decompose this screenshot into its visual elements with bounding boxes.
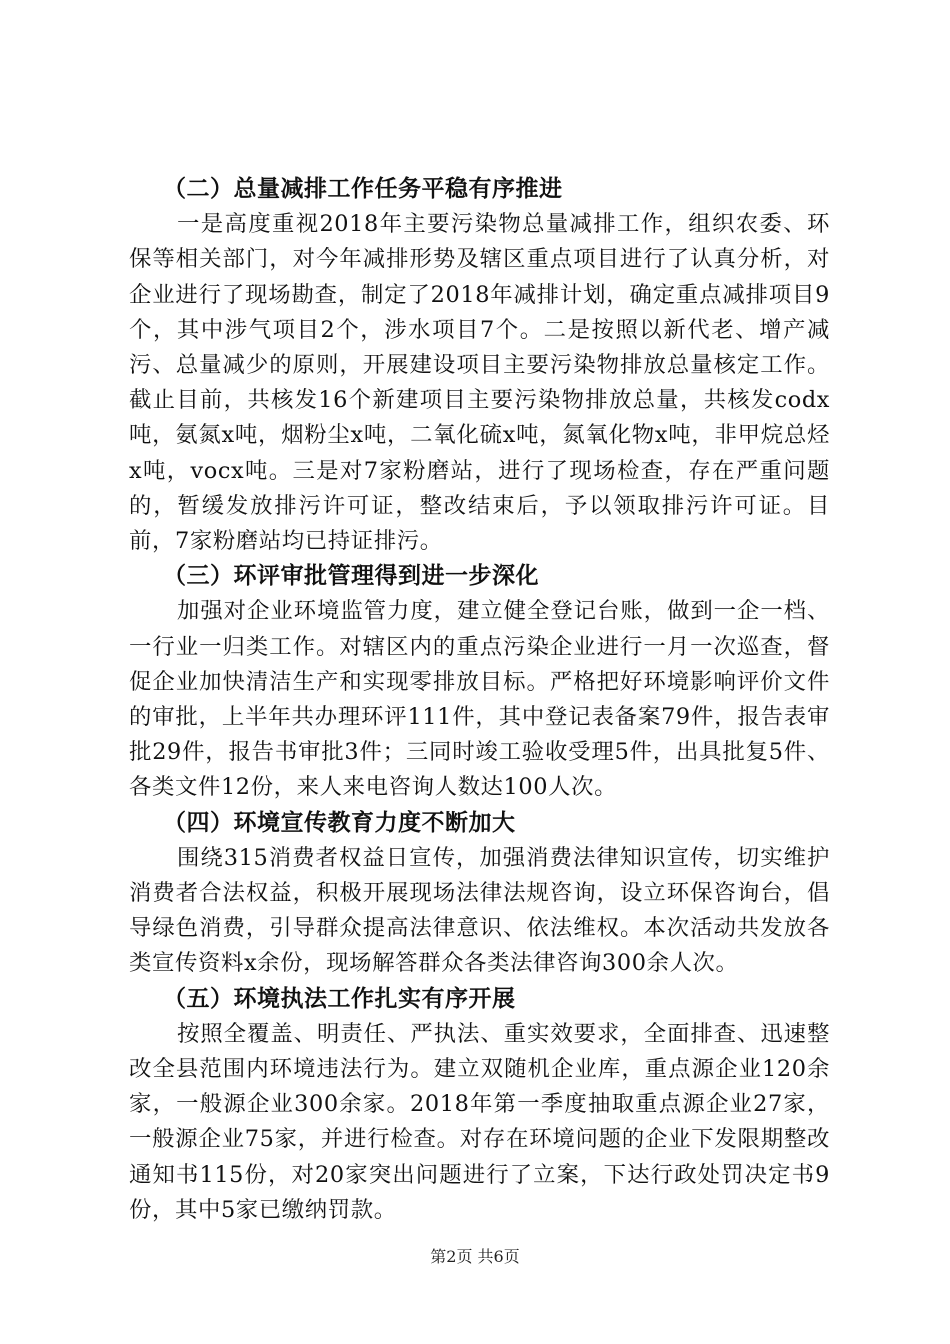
section-body-4: 围绕315消费者权益日宣传，加强消费法律知识宣传，切实维护消费者合法权益，积极开展现场法律法规咨询，设立环保咨询台，倡导绿色消费，引导群众提高法律意识、依法维权。本次活动共发放各类宣传资料x余份，现场解答群众各类法律咨询300余人次。 xyxy=(129,844,830,977)
section-heading-4: （四）环境宣传教育力度不断加大 xyxy=(163,809,516,836)
section-body-2: 一是高度重视2018年主要污染物总量减排工作，组织农委、环保等相关部门，对今年减排形势及辖区重点项目进行了认真分析，对企业进行了现场勘查，制定了2018年减排计划，确定重点减排项目9个，其中涉气项目2个，涉水项目7个。二是按照以新代老、增产减污、总量减少的原则，开展建设项目主要污染物排放总量核定工作。截止目前，共核发16个新建项目主要污染物排放总量，共核发codx吨，氨氮x吨，烟粉尘x吨，二氧化硫x吨，氮氧化物x吨，非甲烷总烃x吨，vocx吨。三是对7家粉磨站，进行了现场检查，存在严重问题的，暂缓发放排污许可证，整改结束后，予以领取排污许可证。目前，7家粉磨站均已持证排污。 xyxy=(129,211,830,555)
section-heading-5: （五）环境执法工作扎实有序开展 xyxy=(163,985,516,1012)
section-heading-3: （三）环评审批管理得到进一步深化 xyxy=(163,563,539,590)
document-page xyxy=(129,172,830,1228)
section-body-5: 按照全覆盖、明责任、严执法、重实效要求，全面排查、迅速整改全县范围内环境违法行为。建立双随机企业库，重点源企业120余家，一般源企业300余家。2018年第一季度抽取重点源企业27家，一般源企业75家，并进行检查。对存在环境问题的企业下发限期整改通知书115份，对20家突出问题进行了立案，下达行政处罚决定书9份，其中5家已缴纳罚款。 xyxy=(129,1020,830,1223)
page-number-footer: 第2页 共6页 xyxy=(430,1247,520,1266)
section-heading-2: （二）总量减排工作任务平稳有序推进 xyxy=(163,176,563,202)
section-body-3: 加强对企业环境监管力度，建立健全登记台账，做到一企一档、一行业一归类工作。对辖区内的重点污染企业进行一月一次巡查，督促企业加快清洁生产和实现零排放目标。严格把好环境影响评价文件的审批，上半年共办理环评111件，其中登记表备案79件，报告表审批29件，报告书审批3件；三同时竣工验收受理5件，出具批复5件、各类文件12份，来人来电咨询人数达100人次。 xyxy=(129,598,830,801)
